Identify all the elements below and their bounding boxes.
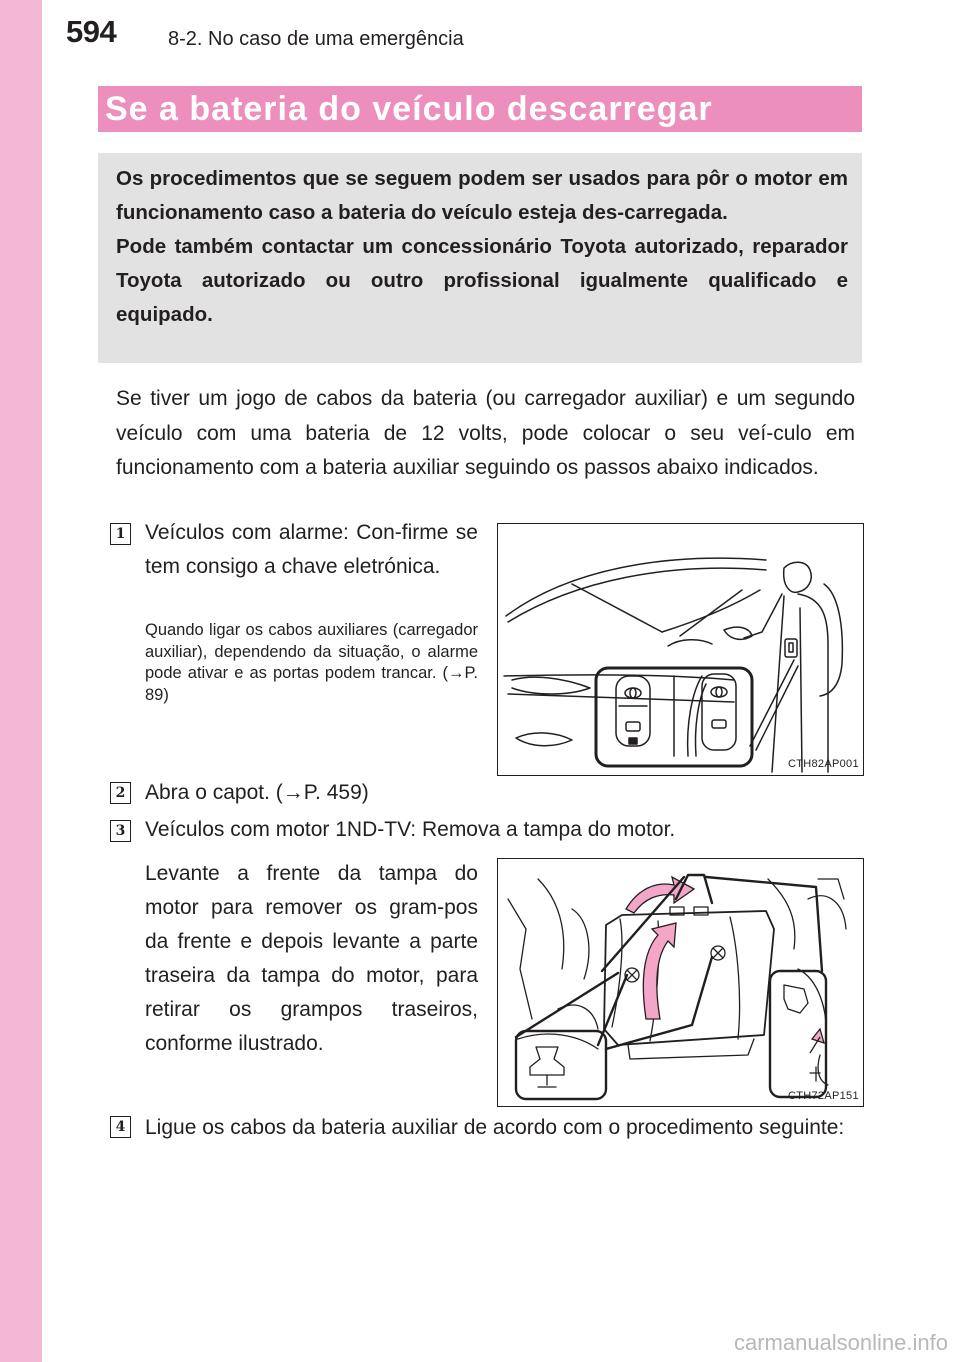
step-1-note: Quando ligar os cabos auxiliares (carregador auxiliar), dependendo da situação, o alarme pode ativar e as portas podem trancar. (→P. 89) [145,621,478,704]
step-number-1: 1 [110,523,131,545]
figure-2-code: CTH72AP151 [788,1090,859,1102]
intro-text [116,162,848,332]
step-3-text: Veículos com motor 1ND-TV: Remova a tampa do motor. [145,818,676,841]
step-number-4: 4 [110,1116,131,1138]
step-2-text: Abra o capot. (→P. 459) [145,781,369,804]
body-paragraph: Se tiver um jogo de cabos da bateria (ou carregador auxiliar) e um segundo veículo com uma bateria de 12 volts, pode colocar o seu veí-culo em funcionamento com a bateria auxiliar seguindo os passos abaixo indicados. [116,387,855,479]
watermark: carmanualsonline.info [733,1330,948,1355]
car-key-illustration [498,524,863,775]
step-3-detail: Levante a frente da tampa do motor para remover os gram-pos da frente e depois levante a parte traseira da tampa do motor, para retirar os grampos traseiros, conforme ilustrado. [145,862,478,1055]
section-header: 8-2. No caso de uma emergência [168,28,464,50]
side-color-bar [0,0,42,1362]
step-number-2: 2 [110,782,131,804]
figure-car-key [497,523,864,776]
figure-1-code: CTH82AP001 [788,758,859,770]
step-1-text: Veículos com alarme: Con-firme se tem consigo a chave eletrónica. [145,521,478,578]
page-title: Se a bateria do veículo descarregar [105,90,713,128]
step-4-text: Ligue os cabos da bateria auxiliar de acordo com o procedimento seguinte: [145,1116,845,1139]
step-number-3: 3 [110,820,131,842]
intro-paragraph-2: Pode também contactar um concessionário Toyota autorizado, reparador Toyota autorizado ou outro profissional igualmente qualificado e equipado. [116,235,848,326]
figure-engine-cover [497,858,864,1107]
intro-paragraph-1: Os procedimentos que se seguem podem ser usados para pôr o motor em funcionamento caso a bateria do veículo esteja des-carregada. [116,167,848,224]
engine-cover-illustration [498,859,863,1106]
page-number: 594 [66,14,117,49]
